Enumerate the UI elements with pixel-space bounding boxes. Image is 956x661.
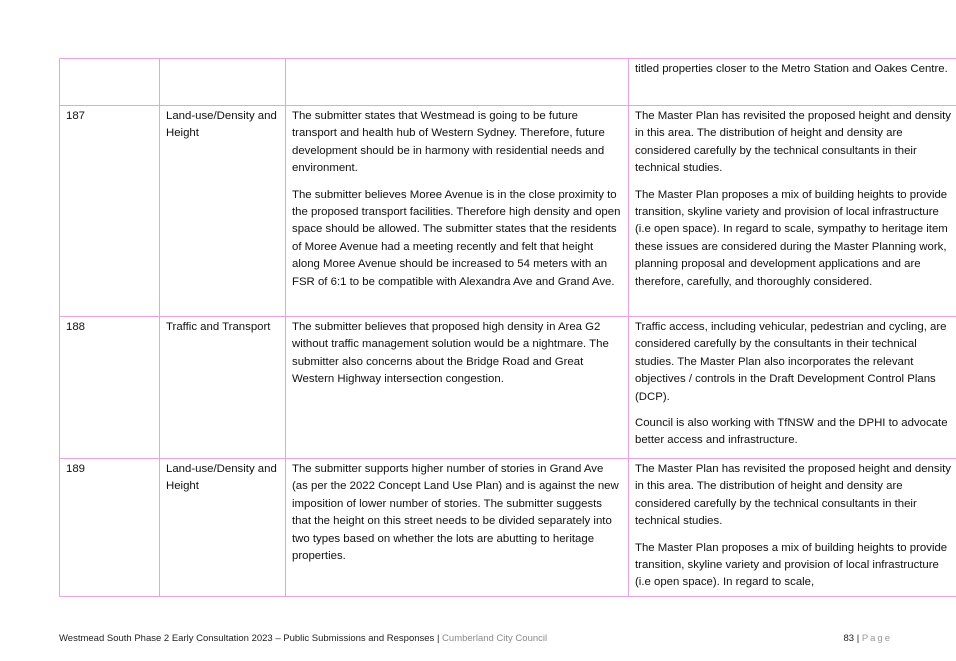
submission-cell (286, 317, 629, 459)
page-word: Page (861, 633, 892, 644)
row-number: 189 (60, 459, 160, 597)
response-cell (629, 459, 956, 597)
row-topic (160, 59, 286, 106)
row-topic: Traffic and Transport (160, 317, 286, 459)
table-row (60, 106, 956, 317)
table-row (60, 459, 956, 597)
submission-paragraph: The submitter supports higher number of stories in Grand Ave (as per the 2022 Concept Land Use Plan) and is against the new imposition of lower number of stories. The submitter suggests that the height on this street needs to be divided separately into two types based on whether the lots are abutting to heritage properties. (292, 463, 619, 563)
submission-paragraph: The submitter believes Moree Avenue is in the close proximity to the proposed transport facilities. Therefore high density and open space should be allowed. The submitter states that the residents of Moree Avenue had a meeting recently and felt that height along Moree Avenue should be increased to 54 meters with an FSR of 6:1 to be compatible with Alexandra Ave and Grand Ave. (292, 188, 621, 288)
response-paragraph: The Master Plan has revisited the proposed height and density in this area. The distribution of height and density are considered carefully by the technical consultants in their technical studies. (635, 110, 951, 175)
submission-cell (286, 459, 629, 597)
table-row (60, 59, 956, 106)
footer-document-title (59, 633, 547, 644)
row-number: 187 (60, 106, 160, 317)
submission-cell (286, 59, 629, 106)
footer-title: Westmead South Phase 2 Early Consultation 2023 – Public Submissions and Responses (59, 633, 435, 644)
response-cell (629, 59, 956, 106)
row-number: 188 (60, 317, 160, 459)
response-paragraph: Traffic access, including vehicular, pedestrian and cycling, are considered carefully by the consultants in their technical studies. The Master Plan also incorporates the relevant objectives / controls in the Draft Development Control Plans (DCP). (635, 321, 947, 403)
response-paragraph: The Master Plan proposes a mix of building heights to provide transition, skyline variety and provision of local infrastructure (i.e open space). In regard to scale, sympathy to heritage item these issues are considered during the Master Planning work, planning proposal and development applications and are therefore, carefully, and thoroughly considered. (635, 188, 948, 288)
response-paragraph: Council is also working with TfNSW and the DPHI to advocate better access and infrastructure. (635, 417, 948, 447)
row-topic: Land-use/Density and Height (160, 459, 286, 597)
page-separator: | (856, 633, 860, 644)
submission-paragraph: The submitter believes that proposed high density in Area G2 without traffic management solution would be a nightmare. The submitter also concerns about the Bridge Road and Great Western Highway intersection congestion. (292, 321, 609, 386)
table-row (60, 317, 956, 459)
submission-paragraph: The submitter states that Westmead is going to be future transport and health hub of Western Sydney. Therefore, future development should be in harmony with residential needs and environment. (292, 110, 605, 175)
footer-page-number (843, 633, 892, 644)
row-topic: Land-use/Density and Height (160, 106, 286, 317)
footer-separator: | (436, 633, 440, 644)
footer-council: Cumberland City Council (442, 633, 548, 644)
response-paragraph: The Master Plan proposes a mix of building heights to provide transition, skyline variety and provision of local infrastructure (i.e open space). In regard to scale, (635, 541, 948, 589)
submissions-table (59, 58, 956, 597)
response-cell (629, 106, 956, 317)
response-paragraph: titled properties closer to the Metro Station and Oakes Centre. (635, 63, 948, 75)
row-number (60, 59, 160, 106)
submission-cell (286, 106, 629, 317)
page-number: 83 (843, 633, 855, 644)
response-paragraph: The Master Plan has revisited the proposed height and density in this area. The distribution of height and density are considered carefully by the technical consultants in their technical studies. (635, 463, 951, 528)
response-cell (629, 317, 956, 459)
